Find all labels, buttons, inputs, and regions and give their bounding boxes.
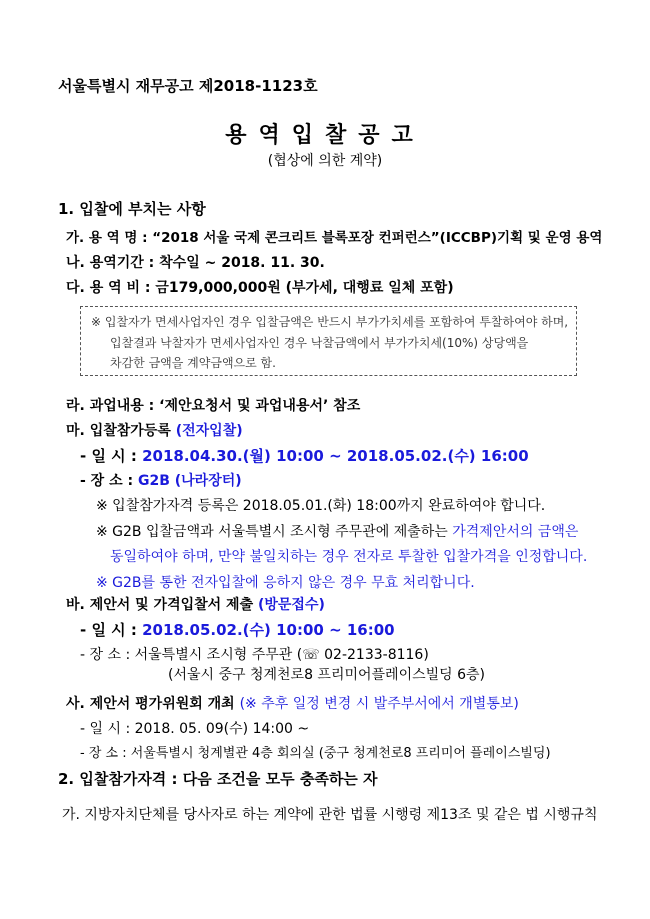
registration-place-label: - 장 소 :: [80, 473, 138, 489]
registration-tag: (전자입찰): [175, 423, 243, 439]
submission-label: 바. 제안서 및 가격입찰서 제출: [66, 597, 258, 613]
item-service-period: 나. 용역기간 : 착수일 ~ 2018. 11. 30.: [66, 255, 325, 271]
section-2-heading: 2. 입찰참가자격 : 다음 조건을 모두 충족하는 자: [58, 770, 378, 788]
qualification-item-ga: 가. 지방자치단체를 당사자로 하는 계약에 관한 법률 시행령 제13조 및 같은 법 시행규칙: [62, 807, 598, 823]
registration-place: [80, 471, 242, 491]
tax-note-line-1: ※ 입찰자가 면세사업자인 경우 입찰금액은 반드시 부가가치세를 포함하여 투찰하여야 하며,: [91, 315, 569, 329]
registration-date-label: - 일 시 :: [80, 447, 143, 465]
registration-date-value: 2018.04.30.(월) 10:00 ~ 2018.05.02.(수) 16:00: [142, 447, 529, 465]
tax-note-line-2: 입찰결과 낙찰자가 면세사업자인 경우 낙찰금액에서 부가가치세(10%) 상당액을: [110, 336, 529, 350]
evaluation-place: - 장 소 : 서울특별시 청계별관 4층 회의실 (중구 청계천로8 프리미어 플레이스빌딩): [80, 746, 551, 761]
item-registration: [66, 421, 243, 441]
submission-date: [80, 620, 395, 640]
registration-note-2a: ※ G2B 입찰금액과 서울특별시 조시형 주무관에 제출하는: [96, 524, 453, 540]
registration-note-3: 동일하여야 하며, 만약 불일치하는 경우 전자로 투찰한 입찰가격을 인정합니다.: [110, 549, 588, 565]
page-subtitle: (협상에 의한 계약): [267, 153, 383, 169]
evaluation-date: - 일 시 : 2018. 05. 09(수) 14:00 ~: [80, 721, 310, 737]
registration-note-4: ※ G2B를 통한 전자입찰에 응하지 않은 경우 무효 처리합니다.: [96, 575, 475, 591]
tax-note-box: [80, 306, 577, 376]
registration-date: [80, 446, 529, 466]
submission-date-label: - 일 시 :: [80, 621, 143, 639]
item-submission: [66, 595, 325, 615]
tax-note-line-3: 차감한 금액을 계약금액으로 함.: [110, 356, 276, 370]
item-service-cost: 다. 용 역 비 : 금179,000,000원 (부가세, 대행료 일체 포함): [66, 280, 454, 296]
evaluation-label: 사. 제안서 평가위원회 개최: [66, 696, 240, 712]
registration-note-2: [96, 522, 578, 542]
notice-number: 서울특별시 재무공고 제2018-1123호: [58, 77, 318, 95]
item-task-content: 라. 과업내용 : ‘제안요청서 및 과업내용서’ 참조: [66, 398, 361, 414]
registration-label: 마. 입찰참가등록: [66, 423, 176, 439]
submission-date-value: 2018.05.02.(수) 10:00 ~ 16:00: [142, 621, 395, 639]
evaluation-tag: (※ 추후 일정 변경 시 발주부서에서 개별통보): [239, 696, 519, 712]
item-evaluation: [66, 694, 519, 714]
submission-tag: (방문접수): [257, 597, 325, 613]
registration-place-value: G2B (나라장터): [137, 473, 242, 489]
registration-note-2b: 가격제안서의 금액은: [452, 524, 579, 540]
section-1-heading: 1. 입찰에 부치는 사항: [58, 200, 206, 218]
submission-place: - 장 소 : 서울특별시 조시형 주무관 (☏ 02-2133-8116): [80, 647, 429, 663]
page-title: 용역입찰공고: [225, 123, 425, 148]
submission-address: (서울시 중구 청계천로8 프리미어플레이스빌딩 6층): [168, 667, 486, 683]
item-service-name: 가. 용 역 명 : “2018 서울 국제 콘크리트 블록포장 컨퍼런스”(ICCBP)기획 및 운영 용역: [66, 230, 603, 246]
registration-note-1: ※ 입찰참가자격 등록은 2018.05.01.(화) 18:00까지 완료하여야 합니다.: [96, 498, 546, 514]
